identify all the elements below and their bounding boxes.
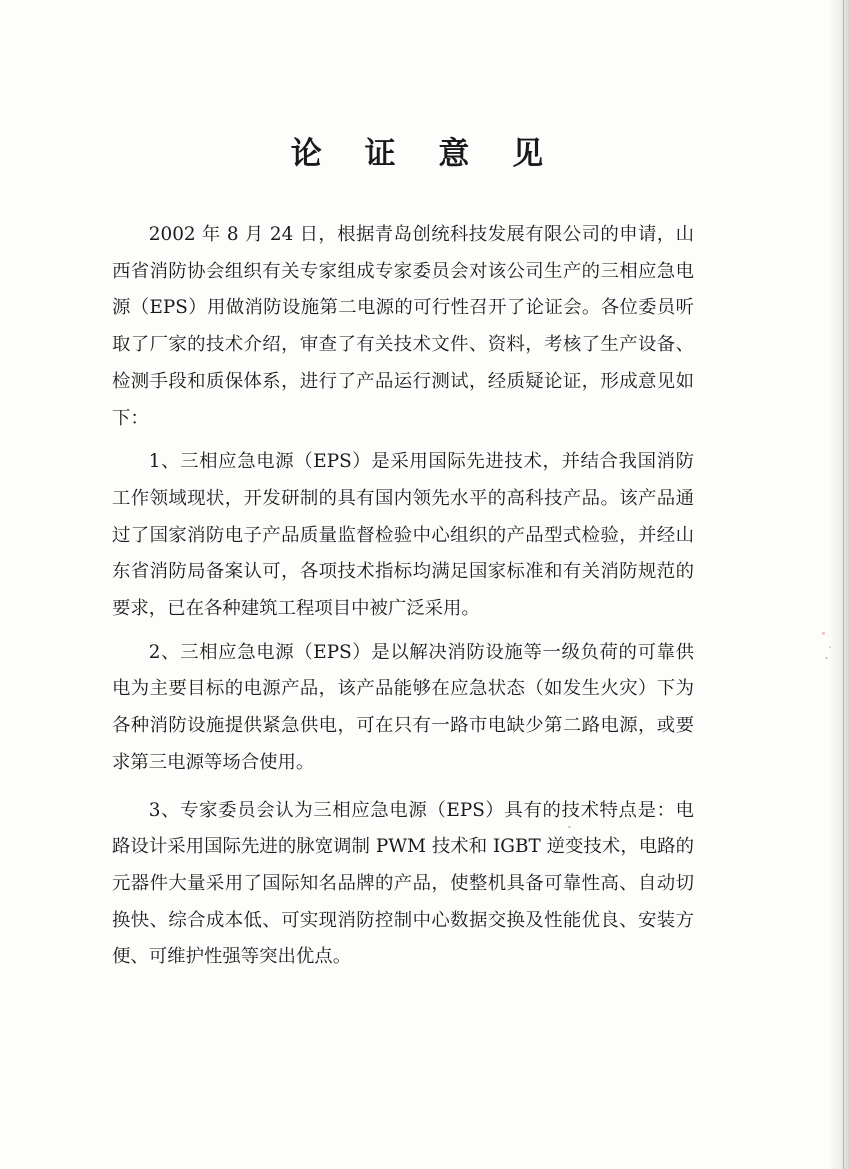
- scan-speck: [822, 632, 825, 635]
- scan-speck: [829, 646, 831, 648]
- opinion-paragraph-1: 1、三相应急电源（EPS）是采用国际先进技术，并结合我国消防工作领域现状，开发研制的具有国内领先水平的高科技产品。该产品通过了国家消防电子产品质量监督检验中心组织的产品型式检验，并经山东省消防局备案认可，各项技术指标均满足国家标准和有关消防规范的要求，已在各种建筑工程项目中被广泛采用。: [112, 451, 694, 620]
- document-title: 论 证 意 见: [290, 136, 560, 172]
- scan-shadow-edge: [828, 0, 850, 1169]
- opinion-paragraph-3: 3、专家委员会认为三相应急电源（EPS）具有的技术特点是：电路设计采用国际先进的脉宽调制 PWM 技术和 IGBT 逆变技术，电路的元器件大量采用了国际知名品牌的产品，使整机具备可靠性高、自动切换快、综合成本低、可实现消防控制中心数据交换及性能优良、安装方便、可维护性强等突出优点。: [112, 799, 694, 968]
- document-body: [112, 217, 694, 976]
- scan-speck: [825, 657, 828, 659]
- scan-edge-line: [843, 0, 844, 1169]
- opinion-paragraph-2: 2、三相应急电源（EPS）是以解决消防设施等一级负荷的可靠供电为主要目标的电源产品，该产品能够在应急状态（如发生火灾）下为各种消防设施提供紧急供电，可在只有一路市电缺少第二路电源，或要求第三电源等场合使用。: [112, 641, 694, 773]
- intro-paragraph: 2002 年 8 月 24 日，根据青岛创统科技发展有限公司的申请，山西省消防协会组织有关专家组成专家委员会对该公司生产的三相应急电源（EPS）用做消防设施第二电源的可行性召开了论证会。各位委员听取了厂家的技术介绍，审查了有关技术文件、资料，考核了生产设备、检测手段和质保体系，进行了产品运行测试，经质疑论证，形成意见如下：: [112, 224, 694, 429]
